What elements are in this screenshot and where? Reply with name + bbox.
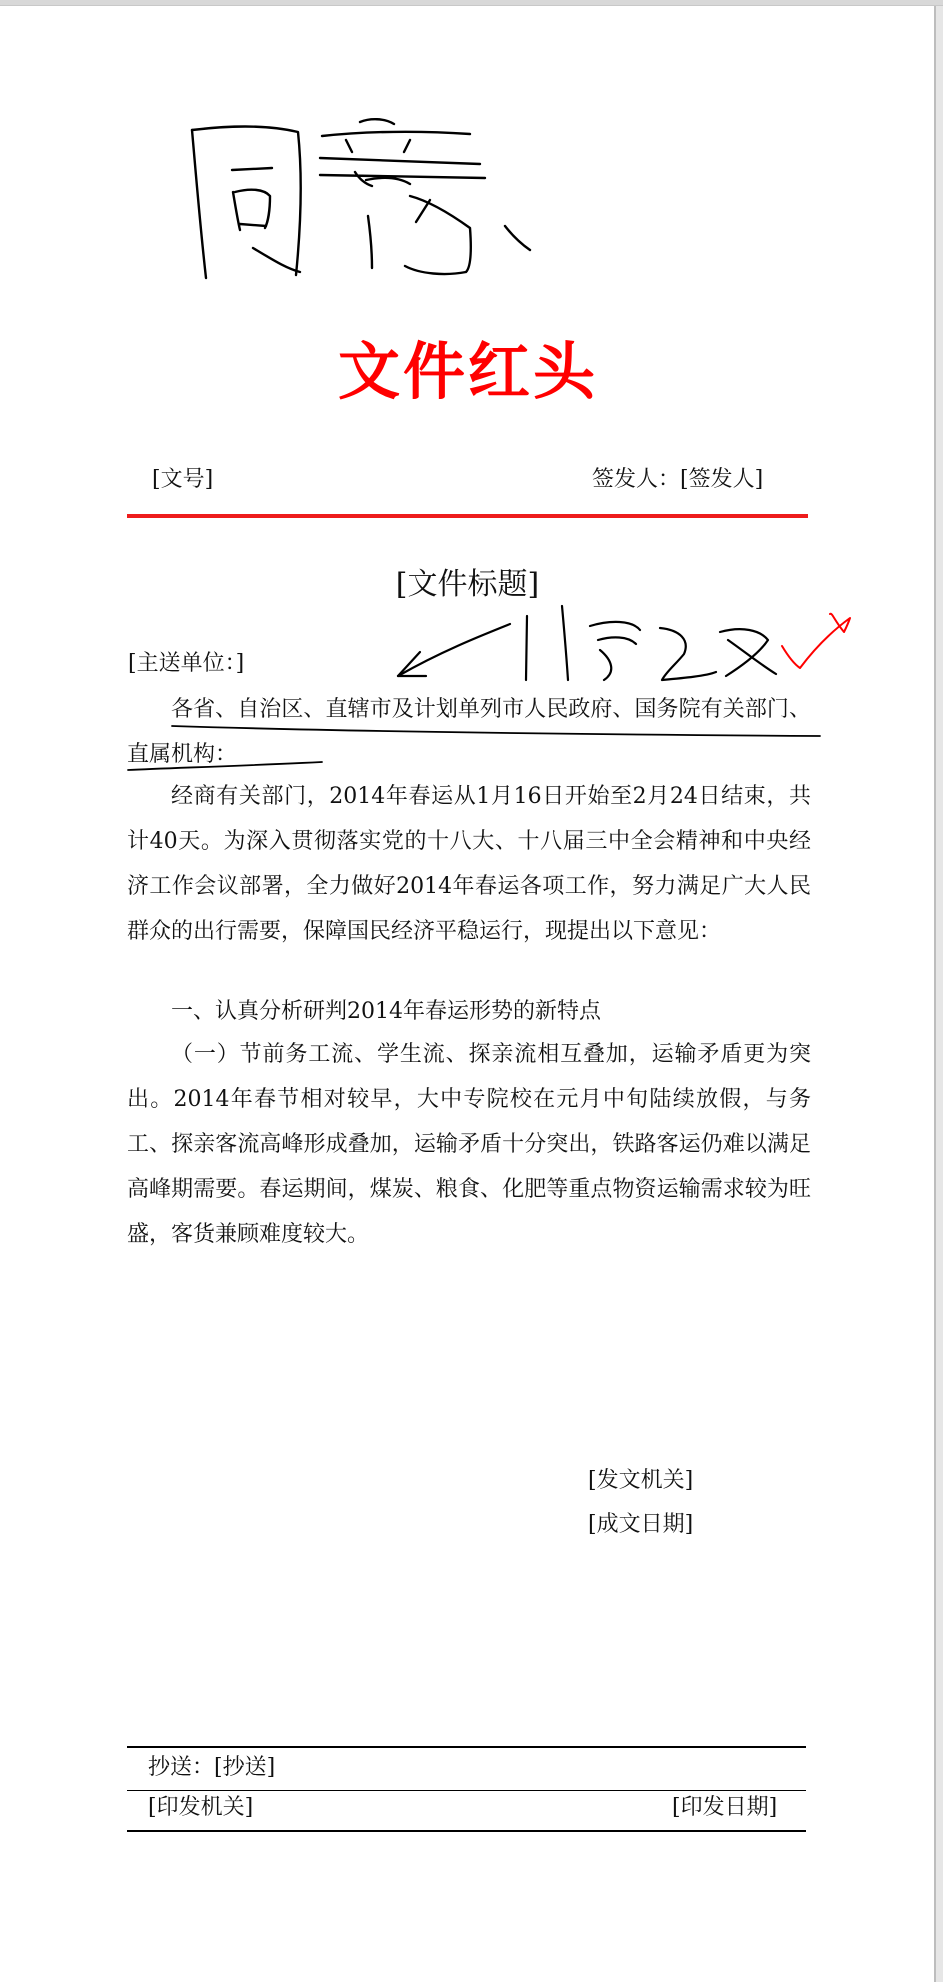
printing-office: [印发机关] bbox=[148, 1795, 254, 1820]
date-written: [成文日期] bbox=[588, 1512, 694, 1537]
issuing-authority: [发文机关] bbox=[588, 1468, 694, 1493]
document-number: [文号] bbox=[152, 467, 214, 492]
red-header-title: 文件红头 bbox=[337, 335, 598, 408]
body-paragraph-1: 经商有关部门，2014年春运从1月16日开始至2月24日结束，共计40天。为深入贯彻落实党的十八大、十八届三中全会精神和中央经济工作会议部署，全力做好2014年春运各项工作，努力满足广大人民群众的出行需要，保障国民经济平稳运行，现提出以下意见： bbox=[127, 784, 811, 944]
recipient-label: [主送单位：] bbox=[128, 651, 245, 676]
footer-bottom-rule bbox=[127, 1830, 806, 1832]
red-separator-rule bbox=[127, 514, 808, 518]
printing-date: [印发日期] bbox=[672, 1795, 778, 1820]
recipients-paragraph: 各省、自治区、直辖市及计划单列市人民政府、国务院有关部门、直属机构： bbox=[127, 697, 811, 767]
cc-line: 抄送：[抄送] bbox=[148, 1755, 276, 1780]
section-heading-1: 一、认真分析研判2014年春运形势的新特点 bbox=[171, 999, 601, 1024]
body-paragraph-2: （一）节前务工流、学生流、探亲流相互叠加，运输矛盾更为突出。2014年春节相对较早，大中专院校在元月中旬陆续放假，与务工、探亲客流高峰形成叠加，运输矛盾十分突出，铁路客运仍难以满足高峰期需要。春运期间，煤炭、粮食、化肥等重点物资运输需求较为旺盛，客货兼顾难度较大。 bbox=[127, 1042, 811, 1247]
document-title: [文件标题] bbox=[395, 567, 540, 602]
issuer-line: 签发人：[签发人] bbox=[592, 467, 764, 492]
